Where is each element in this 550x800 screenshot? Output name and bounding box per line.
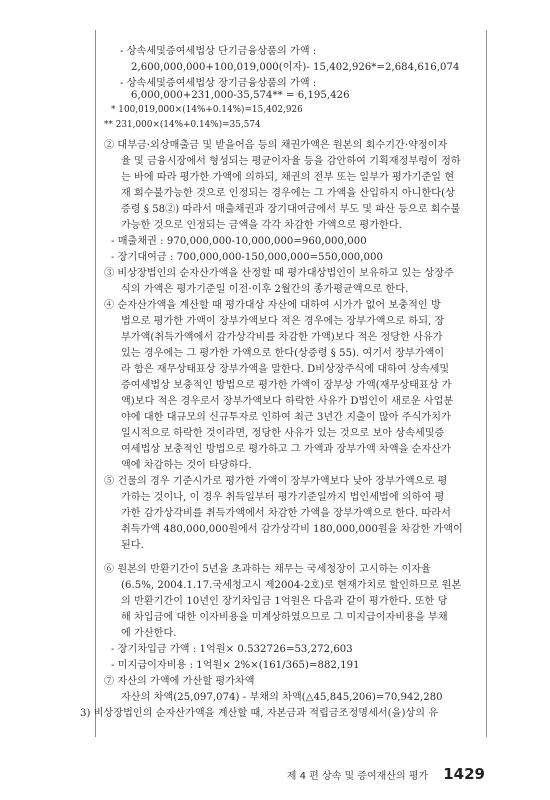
text-line: 증여세법상 보충적인 방법으로 평가한 가액이 장부상 가액(재무상태표상 가 [121, 380, 452, 391]
text-line: 부가액(취득가액에서 감가상각비를 차감한 가액)보다 적은 정당한 사유가 [121, 332, 443, 343]
text-line: 가한 감가상각비를 취득가액에서 차감한 가액을 장부가액으로 한다. 따라서 [121, 508, 451, 519]
text-line: - 장기대여금 : 700,000,000-150,000,000=550,000,000 [111, 252, 383, 263]
text-line: 2,600,000,000+100,019,000(이자)- 15,402,926*=2,684,616,074 [131, 62, 460, 73]
text-line: 된다. [121, 540, 144, 551]
text-line: 해 차입금에 대한 이자비용을 미계상하였으므로 그 미지급이자비용을 부채 [121, 612, 448, 623]
text-line: 가하는 것이나, 이 경우 취득일부터 평가기준일까지 법인세법에 의하여 평 [121, 492, 445, 503]
right-margin-rule [486, 30, 487, 737]
text-line: - 미지급이자비용 : 1억원× 2%×(161/365)=882,191 [111, 660, 360, 671]
text-line: 3) 비상장법인의 순자산가액을 계산할 때, 자본금과 적립금조정명세서(을)상의 유 [80, 708, 439, 719]
text-line: 법으로 평가한 가액이 장부가액보다 적은 경우에는 장부가액으로 하되, 장 [121, 316, 445, 327]
text-line: ⑤ 건물의 경우 기준시가로 평가한 가액이 장부가액보다 낮아 장부가액으로 평 [104, 476, 448, 487]
text-line: 의 반환기간이 10년인 장기차입금 1억원은 다음과 같이 평가한다. 또한 당 [121, 596, 448, 607]
text-line: (6.5%, 2004.1.17.국세청고시 제2004-2호)로 현재가치로 할인하므로 원본 [121, 580, 462, 591]
text-line: 여세법상 보충적인 방법으로 평가하고 그 가액과 장부가액 차액을 순자산가 [121, 444, 451, 455]
text-line: - 장기차입금 가액 : 1억원× 0.532726=53,272,603 [111, 644, 353, 655]
text-line: 율 및 금융시장에서 형성되는 평균이자율 등을 감안하여 기획재정부령이 정하 [121, 156, 461, 167]
text-line: * 100,019,000×(14%+0.14%)=15,402,926 [111, 105, 303, 115]
text-line: 는 바에 따라 평가한 가액에 의하되, 채권의 전부 또는 일부가 평가기준일 현 [121, 172, 455, 183]
page-number: 1429 [443, 765, 485, 783]
text-line: 취득가액 480,000,000원에서 감가상각비 180,000,000원을 차감한 가액이 [121, 524, 463, 535]
text-line: 자산의 차액(25,097,074) - 부채의 차액(△45,845,206)=70,942,280 [121, 692, 443, 703]
page-footer [0, 764, 485, 783]
text-line: 일시적으로 하락한 것이라면, 정당한 사유가 있는 것으로 보아 상속세및증 [121, 428, 445, 439]
text-line: 재 회수불가능한 것으로 인정되는 경우에는 그 가액을 산입하지 아니한다(상 [121, 188, 455, 199]
text-line: - 상속세및증여세법상 장기금융상품의 가액 : [120, 78, 317, 89]
text-line: - 상속세및증여세법상 단기금융상품의 가액 : [120, 46, 317, 57]
text-line: 액에 차감하는 것이 타당하다. [121, 460, 252, 471]
text-line: 야에 대한 대규모의 신규투자로 인하여 최근 3년간 지출이 많아 주식가치가 [121, 412, 451, 423]
text-line: 액)보다 적은 경우로서 장부가액보다 하락한 사유가 D법인이 새로운 사업분 [121, 396, 454, 407]
text-line: 증령 § 58②) 따라서 매출채권과 장기대여금에서 부도 및 파산 등으로 회수불 [121, 204, 461, 215]
text-line: ③ 비상장법인의 순자산가액을 산정할 때 평가대상법인이 보유하고 있는 상장주 [104, 268, 454, 279]
text-line: 6,000,000+231,000-35,574** = 6,195,426 [131, 90, 350, 101]
text-line: 가능한 것으로 인정되는 금액을 각각 차감한 가액으로 평가한다. [121, 220, 402, 231]
text-line: 있는 경우에는 그 평가한 가액으로 한다(상증령 § 55). 여기서 장부가액이 [121, 348, 445, 359]
text-line: 에 가산한다. [121, 628, 177, 639]
text-line: 라 함은 재무상태표상 장부가액을 말한다. D비상장주식에 대하여 상속세및 [121, 364, 450, 375]
text-line: ② 대부금·외상매출금 및 받을어음 등의 채권가액은 원본의 회수기간·약정이자 [104, 140, 448, 151]
footer-part-title: 제 4 편 상속 및 증여재산의 평가 [286, 771, 429, 782]
text-line: 식의 가액은 평가기준일 이전·이후 2월간의 종가평균액으로 한다. [121, 284, 409, 295]
left-margin-rule [95, 30, 96, 737]
text-line: ⑦ 자산의 가액에 가산할 평가차액 [104, 676, 255, 687]
text-line: ④ 순자산가액을 계산할 때 평가대상 자산에 대하여 시가가 없어 보충적인 방 [104, 300, 441, 311]
text-line: ⑥ 원본의 반환기간이 5년을 초과하는 채무는 국세청장이 고시하는 이자율 [104, 564, 431, 575]
text-line: - 매출채권 : 970,000,000-10,000,000=960,000,000 [111, 236, 367, 247]
text-line: ** 231,000×(14%+0.14%)=35,574 [104, 120, 261, 130]
